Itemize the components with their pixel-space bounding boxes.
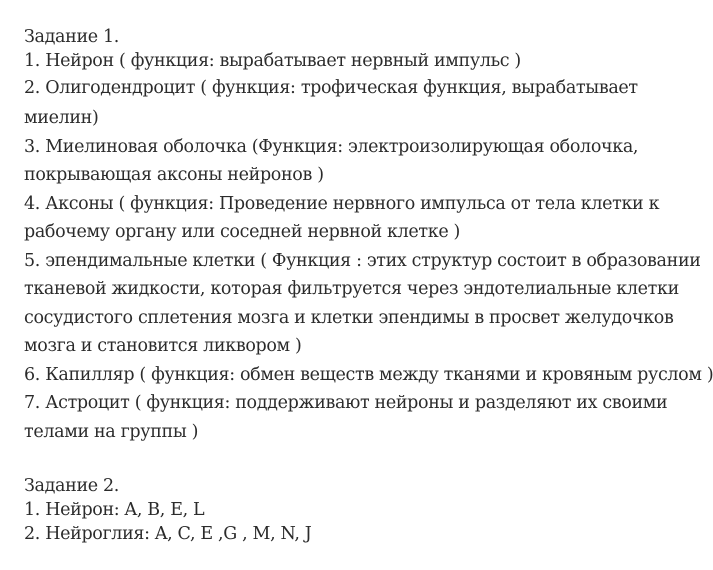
task1-line-6: 4. Аксоны ( функция: Проведение нервного импульса от тела клетки к — [24, 193, 660, 214]
task2-title: Задание 2. — [24, 475, 119, 496]
task1-title: Задание 1. — [24, 27, 119, 47]
task1-line-7: рабочему органу или соседней нервной клетке ) — [24, 222, 461, 242]
section-gap — [24, 446, 699, 475]
task1-line-12: 6. Капилляр ( функция: обмен веществ между тканями и кровяным руслом ) — [24, 364, 713, 385]
task1-line-9: тканевой жидкости, которая фильтруется через эндотелиальные клетки — [24, 279, 679, 299]
task1-line-14: телами на группы ) — [24, 421, 199, 442]
document-body — [24, 26, 713, 546]
task2-line-2: 2. Нейроглия: A, C, E ,G , M, N, J — [24, 523, 312, 544]
task1-line-2: 2. Олигодендроцит ( функция: трофическая функция, вырабатывает — [24, 78, 638, 98]
task1-line-4: 3. Миелиновая оболочка (Функция: электроизолирующая оболочка, — [24, 136, 639, 157]
task1-line-13: 7. Астроцит ( функция: поддерживают нейроны и разделяют их своими — [24, 393, 668, 413]
task1-line-3: миелин) — [24, 108, 99, 128]
task2-line-1: 1. Нейрон: A, B, E, L — [24, 499, 205, 520]
task1-line-5: покрывающая аксоны нейронов ) — [24, 165, 324, 185]
task1-line-11: мозга и становится ликвором ) — [24, 336, 302, 356]
task1-line-1: 1. Нейрон ( функция: вырабатывает нервный импульс ) — [24, 51, 521, 71]
task1-line-10: сосудистого сплетения мозга и клетки эпендимы в просвет желудочков — [24, 307, 674, 328]
task1-line-8: 5. эпендимальные клетки ( Функция : этих структур состоит в образовании — [24, 250, 701, 271]
